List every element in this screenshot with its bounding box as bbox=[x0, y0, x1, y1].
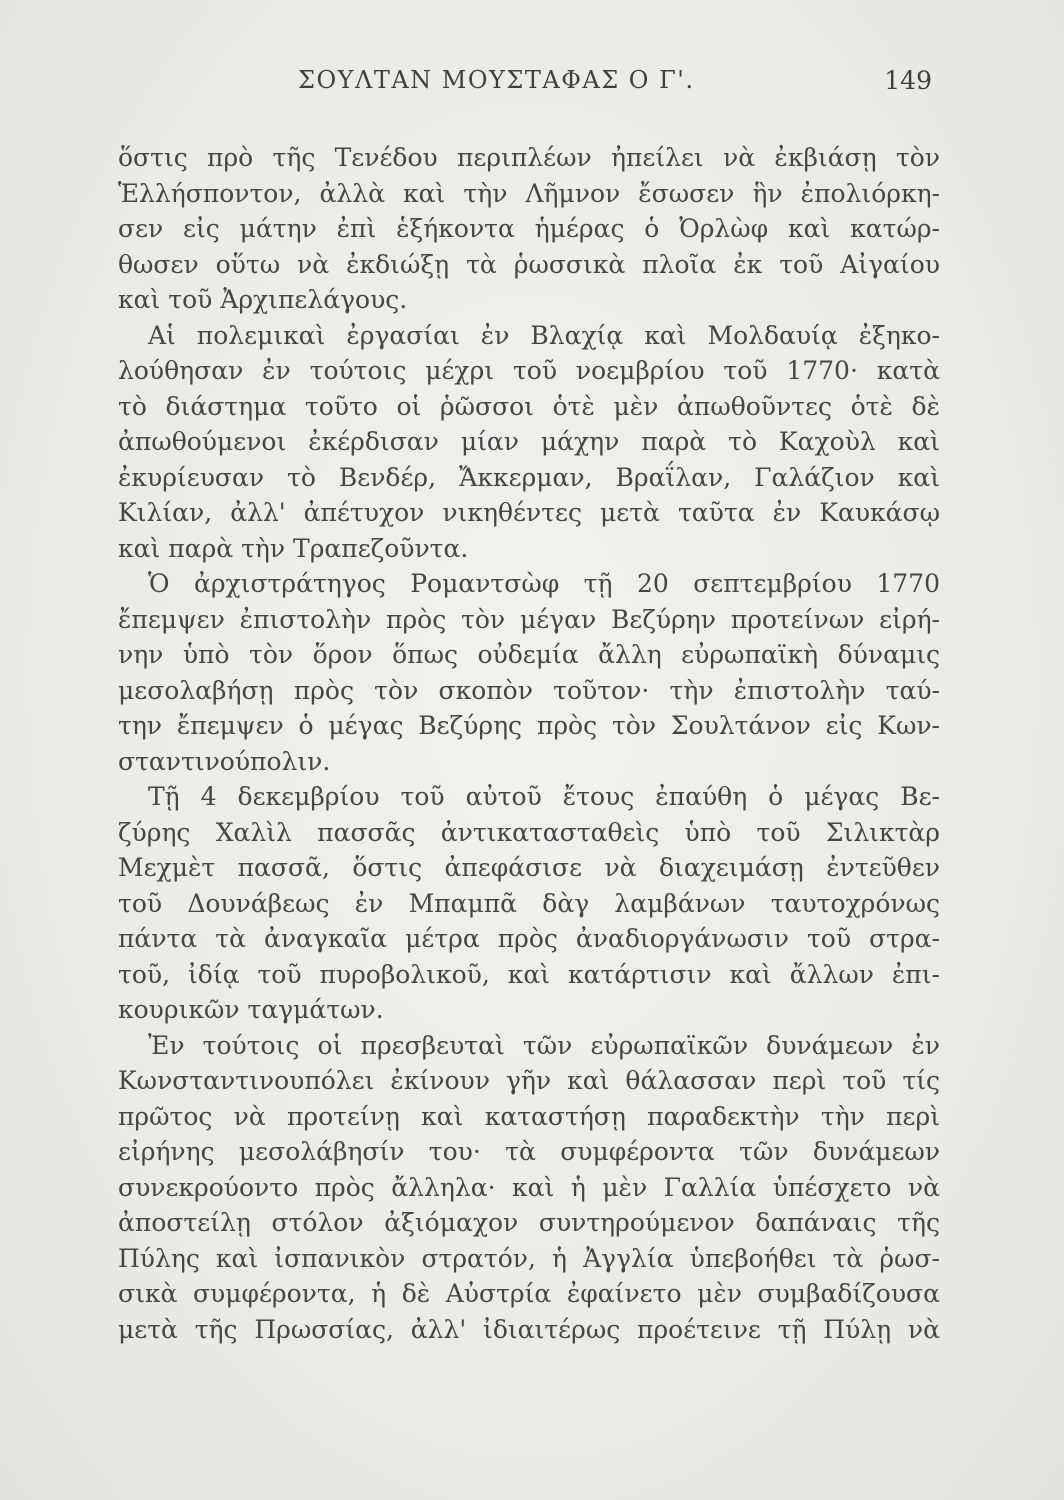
text-line: ἐκυρίευσαν τὸ Βενδέρ, Ἄκκερμαν, Βραΐλαν, Γαλάζιον καὶ bbox=[118, 462, 940, 492]
text-line: συνεκρούοντο πρὸς ἄλληλα· καὶ ἡ μὲν Γαλλία ὑπέσχετο νὰ bbox=[118, 1172, 940, 1202]
text-line: Ἑλλήσποντον, ἀλλὰ καὶ τὴν Λῆμνον ἔσωσεν ἣν ἐπολιόρκη- bbox=[118, 178, 940, 208]
text-line: μεσολαβήσῃ πρὸς τὸν σκοπὸν τοῦτον· τὴν ἐπιστολὴν ταύ- bbox=[118, 675, 940, 705]
text-line: Κιλίαν, ἀλλ' ἀπέτυχον νικηθέντες μετὰ ταῦτα ἐν Καυκάσῳ bbox=[118, 498, 940, 527]
text-line: σεν εἰς μάτην ἐπὶ ἑξήκοντα ἡμέρας ὁ Ὀρλὼφ καὶ κατώρ- bbox=[118, 214, 940, 243]
paragraph-first-line: Ὁ ἀρχιστράτηγος Ρομαντσὼφ τῇ 20 σεπτεμβρίου 1770 bbox=[148, 569, 940, 598]
text-line: ζύρης Χαλὶλ πασσᾶς ἀντικατασταθεὶς ὑπὸ τοῦ Σιλικτὰρ bbox=[118, 817, 940, 847]
text-line: κουρικῶν ταγμάτων. bbox=[118, 995, 384, 1024]
text-line: καὶ παρὰ τὴν Τραπεζοῦντα. bbox=[118, 533, 469, 563]
paragraph-first-line: Τῇ 4 δεκεμβρίου τοῦ αὐτοῦ ἔτους ἐπαύθη ὁ μέγας Βε- bbox=[148, 782, 940, 811]
text-line: σικὰ συμφέροντα, ἡ δὲ Αὐστρία ἐφαίνετο μὲν συμβαδίζουσα bbox=[118, 1279, 940, 1308]
text-line: Πύλης καὶ ἰσπανικὸν στρατόν, ἡ Ἀγγλία ὑπεβοήθει τὰ ῥωσ- bbox=[118, 1243, 940, 1273]
text-line: τοῦ Δουνάβεως ἐν Μπαμπᾶ δὰγ λαμβάνων ταυτοχρόνως bbox=[118, 888, 940, 918]
text-line: ἔπεμψεν ἐπιστολὴν πρὸς τὸν μέγαν Βεζύρην προτείνων εἰρή- bbox=[118, 604, 940, 634]
text-line: τὸ διάστημα τοῦτο οἱ ῥῶσσοι ὁτὲ μὲν ἀπωθοῦντες ὁτὲ δὲ bbox=[118, 391, 940, 421]
paragraph-first-line: Ἐν τούτοις οἱ πρεσβευταὶ τῶν εὐρωπαϊκῶν δυνάμεων ἐν bbox=[148, 1030, 940, 1060]
running-title: ΣΟΥΛΤΑΝ ΜΟΥΣΤΑΦΑΣ Ο Γ'. bbox=[298, 66, 695, 94]
text-line: καὶ τοῦ Ἀρχιπελάγους. bbox=[118, 285, 408, 314]
page-number: 149 bbox=[884, 66, 932, 95]
text-line: λούθησαν ἐν τούτοις μέχρι τοῦ νοεμβρίου τοῦ 1770· κατὰ bbox=[118, 356, 940, 385]
body-text bbox=[118, 140, 940, 1347]
text-line: εἰρήνης μεσολάβησίν του· τὰ συμφέροντα τῶν δυνάμεων bbox=[118, 1137, 940, 1166]
text-line: ἀπωθούμενοι ἐκέρδισαν μίαν μάχην παρὰ τὸ Καχοὺλ καὶ bbox=[118, 427, 940, 456]
text-line: Μεχμὲτ πασσᾶ, ὅστις ἀπεφάσισε νὰ διαχειμάσῃ ἐντεῦθεν bbox=[118, 853, 940, 882]
text-line: μετὰ τῆς Πρωσσίας, ἀλλ' ἰδιαιτέρως προέτεινε τῇ Πύλῃ νὰ bbox=[118, 1314, 940, 1344]
text-line: πάντα τὰ ἀναγκαῖα μέτρα πρὸς ἀναδιοργάνωσιν τοῦ στρα- bbox=[118, 924, 940, 953]
text-line: σταντινούπολιν. bbox=[118, 746, 331, 776]
page-header bbox=[118, 66, 938, 106]
text-line: ὅστις πρὸ τῆς Τενέδου περιπλέων ἠπείλει νὰ ἐκβιάσῃ τὸν bbox=[118, 143, 940, 172]
text-line: Κωνσταντινουπόλει ἐκίνουν γῆν καὶ θάλασσαν περὶ τοῦ τίς bbox=[118, 1066, 940, 1095]
text-line: νην ὑπὸ τὸν ὅρον ὅπως οὐδεμία ἄλλη εὐρωπαϊκὴ δύναμις bbox=[118, 640, 940, 669]
paragraph-first-line: Αἱ πολεμικαὶ ἐργασίαι ἐν Βλαχίᾳ καὶ Μολδαυίᾳ ἐξηκο- bbox=[148, 320, 940, 350]
text-line: πρῶτος νὰ προτείνῃ καὶ καταστήσῃ παραδεκτὴν τὴν περὶ bbox=[118, 1101, 940, 1131]
text-line: ἀποστείλῃ στόλον ἀξιόμαχον συντηρούμενον δαπάναις τῆς bbox=[118, 1208, 940, 1237]
text-line: θωσεν οὕτω νὰ ἐκδιώξῃ τὰ ῥωσσικὰ πλοῖα ἐκ τοῦ Αἰγαίου bbox=[118, 249, 940, 279]
text-line: την ἔπεμψεν ὁ μέγας Βεζύρης πρὸς τὸν Σουλτάνον εἰς Κων- bbox=[118, 711, 940, 740]
text-line: τοῦ, ἰδίᾳ τοῦ πυροβολικοῦ, καὶ κατάρτισιν καὶ ἄλλων ἐπι- bbox=[118, 959, 940, 989]
